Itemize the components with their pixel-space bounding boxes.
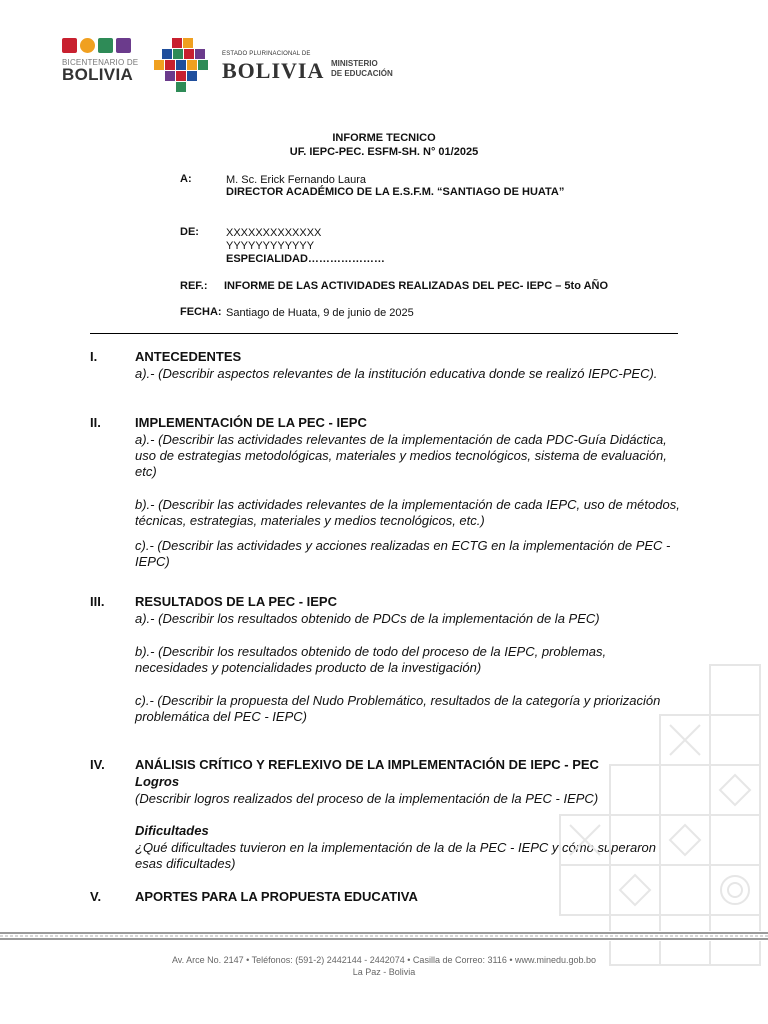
de-line1: XXXXXXXXXXXXX (226, 227, 322, 239)
doc-code: UF. IEPC-PEC. ESFM-SH. N° 01/2025 (289, 146, 479, 158)
section-3-c: c).- (Describir la propuesta del Nudo Problemático, resultados de la categoría y priorización problemática del PEC - IEPC) (135, 693, 661, 724)
de-especialidad: ESPECIALIDAD………………… (226, 253, 385, 265)
estado-small-text: ESTADO PLURINACIONAL DE (222, 51, 311, 57)
a-label: A: (180, 173, 192, 185)
de-line2: YYYYYYYYYYYY (226, 240, 315, 252)
section-1-number: I. (90, 349, 98, 364)
fecha-label: FECHA: (180, 306, 222, 318)
footer-pattern-band (0, 931, 768, 941)
section-5-number: V. (90, 889, 102, 904)
doc-title: INFORME TECNICO (332, 132, 436, 144)
section-2-title: IMPLEMENTACIÓN DE LA PEC - IEPC (135, 415, 367, 430)
section-3-a: a).- (Describir los resultados obtenido de PDCs de la implementación de la PEC) (135, 611, 600, 626)
section-3-title: RESULTADOS DE LA PEC - IEPC (135, 594, 337, 609)
bicentenario-square-sun (80, 38, 95, 53)
ref-label: REF.: (180, 280, 208, 292)
ref-text: INFORME DE LAS ACTIVIDADES REALIZADAS DEL PEC- IEPC – 5to AÑO (224, 280, 609, 292)
section-1-a: a).- (Describir aspectos relevantes de la institución educativa donde se realizó IEPC-PEC). (135, 366, 658, 381)
a-name: M. Sc. Erick Fernando Laura (226, 174, 367, 186)
logros-label: Logros (135, 774, 180, 789)
dificultades-text: ¿Qué dificultades tuvieron en la implementación de la de la PEC - IEPC y cómo superaron esas dificultades) (135, 840, 656, 871)
bicentenario-small-text: BICENTENARIO DE (62, 58, 139, 67)
bicentenario-square-green (98, 38, 113, 53)
footer-address: Av. Arce No. 2147 • Teléfonos: (591-2) 2442144 - 2442074 • Casilla de Correo: 3116 • www.minedu.gob.bo (171, 955, 597, 965)
section-2-number: II. (90, 415, 101, 430)
ministerio-line2: DE EDUCACIÓN (331, 69, 393, 78)
bicentenario-big-text: BOLIVIA (62, 65, 134, 84)
section-2-a: a).- (Describir las actividades relevantes de la implementación de cada PDC-Guía Didáctica, uso de estrategias metodológicas, materiales y medios tecnológicos, sistema de evaluación, etc) (135, 432, 667, 479)
section-3-number: III. (90, 594, 105, 609)
header-divider (90, 333, 678, 334)
logros-text: (Describir logros realizados del proceso de la implementación de la PEC - IEPC) (135, 791, 599, 806)
section-1-title: ANTECEDENTES (135, 349, 242, 364)
ministerio-line1: MINISTERIO (331, 59, 378, 68)
a-position: DIRECTOR ACADÉMICO DE LA E.S.F.M. “SANTIAGO DE HUATA” (226, 186, 565, 198)
section-2-c: c).- (Describir las actividades y acciones realizadas en ECTG en la implementación de PEC - IEPC) (135, 538, 671, 569)
section-4-number: IV. (90, 757, 105, 772)
de-label: DE: (180, 226, 199, 238)
andean-pattern-decoration (520, 655, 768, 1005)
section-5-title: APORTES PARA LA PROPUESTA EDUCATIVA (135, 889, 418, 904)
footer-city: La Paz - Bolivia (352, 967, 416, 977)
fecha-text: Santiago de Huata, 9 de junio de 2025 (226, 307, 414, 319)
section-3-b: b).- (Describir los resultados obtenido de todo del proceso de la IEPC, problemas, necesidades y potencialidades producto de la investigación) (135, 644, 607, 675)
dificultades-label: Dificultades (135, 823, 209, 838)
ministerio-label (331, 59, 393, 79)
bicentenario-square-red (62, 38, 77, 53)
section-2-b: b).- (Describir las actividades relevantes de la implementación de cada IEPC, uso de métodos, técnicas, estrategias, materiales y medios tecnológicos, etc.) (135, 497, 680, 528)
bolivia-wordmark: BOLIVIA (222, 58, 325, 83)
bicentenario-logo (62, 38, 142, 94)
section-4-title: ANÁLISIS CRÍTICO Y REFLEXIVO DE LA IMPLEMENTACIÓN DE IEPC - PEC (135, 757, 599, 772)
bicentenario-square-purple (116, 38, 131, 53)
bolivia-mosaic-emblem (152, 36, 216, 96)
